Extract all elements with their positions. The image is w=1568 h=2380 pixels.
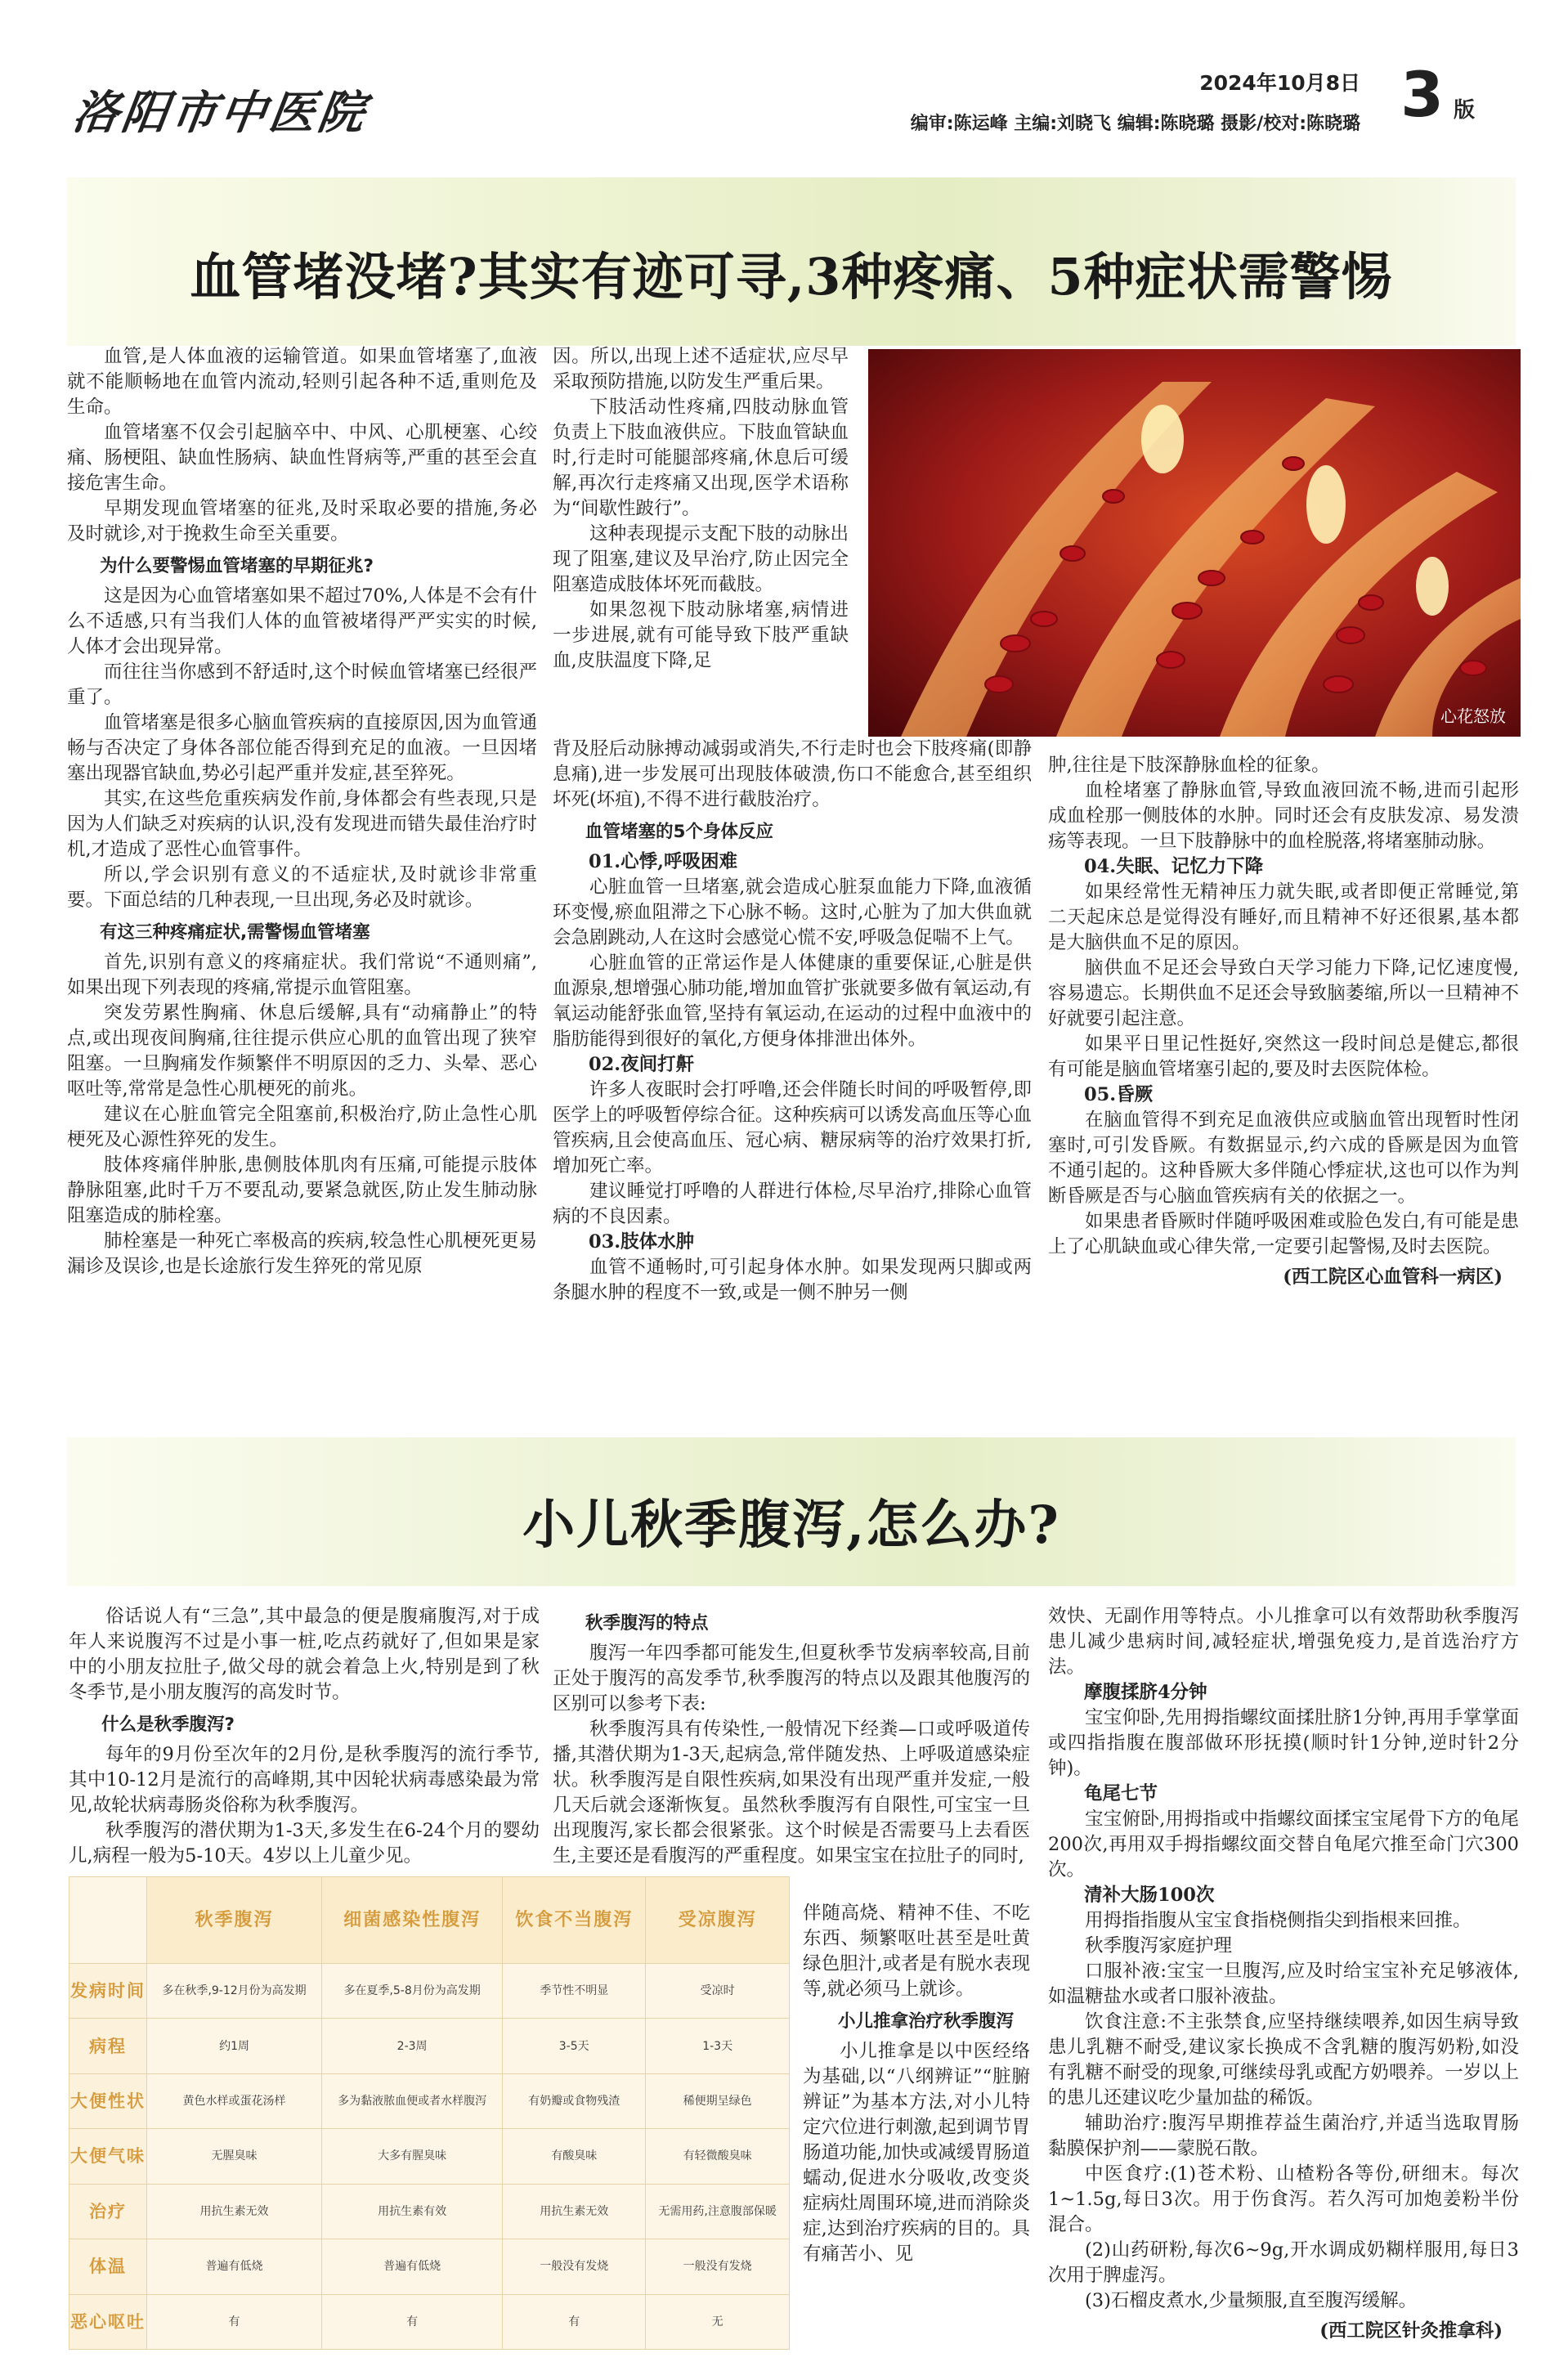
paragraph: 俗话说人有“三急”,其中最急的便是腹痛腹泻,对于成年人来说腹泻不过是小事一桩,吃点药就好了,但如果是家中的小朋友拉肚子,做父母的就会着急上火,特别是到了秋冬季节,是小朋友腹泻的高发时节。 bbox=[69, 1606, 540, 1703]
section-heading: 血管堵塞的5个身体反应 bbox=[585, 822, 773, 842]
table-cell: 约1周 bbox=[147, 2019, 322, 2073]
table-row bbox=[69, 2239, 790, 2294]
paragraph: 因。所以,出现上述不适症状,应尽早采取预防措施,以防发生严重后果。 bbox=[553, 346, 849, 392]
article1-title: 血管堵没堵?其实有迹可寻,3种疼痛、5种症状需警惕 bbox=[190, 247, 1393, 307]
paragraph: 心脏血管的正常运作是人体健康的重要保证,心脏是供血源泉,想增强心肺功能,增加血管扩张就要多做有氧运动,有氧运动能舒张血管,坚持有氧运动,在运动的过程中血液中的脂肪能得到很好的氧化,方便身体排泄出体外。 bbox=[553, 952, 1032, 1050]
table-row bbox=[69, 1964, 790, 2019]
table-row bbox=[69, 2294, 790, 2349]
table-row-label: 大便性状 bbox=[69, 2073, 147, 2128]
table-cell: 黄色水样或蛋花汤样 bbox=[147, 2073, 322, 2128]
table-header-row bbox=[69, 1877, 790, 1964]
article2-column-1 bbox=[69, 1604, 540, 1869]
table-row bbox=[69, 2019, 790, 2073]
table-cell: 一般没有发烧 bbox=[646, 2239, 790, 2294]
table-cell: 多在夏季,5-8月份为高发期 bbox=[322, 1964, 503, 2019]
table-cell: 用抗生素无效 bbox=[147, 2184, 322, 2239]
paragraph: 血管不通畅时,可引起身体水肿。如果发现两只脚或两条腿水肿的程度不一致,或是一侧不肿另一侧 bbox=[553, 1257, 1032, 1303]
table-row-label: 体温 bbox=[69, 2239, 147, 2294]
subheading: 龟尾七节 bbox=[1084, 1783, 1158, 1804]
paragraph: 下肢活动性疼痛,四肢动脉血管负责上下肢血液供应。下肢血管缺血时,行走时可能腿部疼痛,休息后可缓解,再次行走疼痛又出现,医学术语称为“间歇性跛行”。 bbox=[553, 397, 849, 519]
table-cell: 有 bbox=[147, 2294, 322, 2349]
table-cell: 有 bbox=[503, 2294, 646, 2349]
page-number: 3 bbox=[1400, 58, 1444, 131]
artery-illustration bbox=[868, 349, 1521, 737]
paragraph: 血管堵塞是很多心脑血管疾病的直接原因,因为血管通畅与否决定了身体各部位能否得到充足的血液。一旦因堵塞出现器官缺血,势必引起严重并发症,甚至猝死。 bbox=[67, 712, 537, 784]
subheading: 摩腹揉脐4分钟 bbox=[1084, 1682, 1207, 1703]
paragraph: 所以,学会识别有意义的不适症状,及时就诊非常重要。下面总结的几种表现,一旦出现,务必及时就诊。 bbox=[67, 864, 537, 911]
paragraph: 血栓堵塞了静脉血管,导致血液回流不畅,进而引起形成血栓那一侧肢体的水肿。同时还会有皮肤发凉、易发溃疡等表现。一旦下肢静脉中的血栓脱落,将堵塞肺动脉。 bbox=[1048, 780, 1519, 852]
table-cell: 多为黏液脓血便或者水样腹泻 bbox=[322, 2073, 503, 2128]
paragraph: 许多人夜眠时会打呼噜,还会伴随长时间的呼吸暂停,即医学上的呼吸暂停综合征。这种疾病可以诱发高血压等心血管疾病,且会使高血压、冠心病、糖尿病等的治疗效果打折,增加死亡率。 bbox=[553, 1079, 1032, 1177]
table-cell: 无腥臭味 bbox=[147, 2129, 322, 2184]
paragraph: 口服补液:宝宝一旦腹泻,应及时给宝宝补充足够液体,如温糖盐水或者口服补液盐。 bbox=[1048, 1961, 1519, 2007]
article2-title: 小儿秋季腹泻,怎么办? bbox=[522, 1495, 1060, 1556]
table-cell: 无 bbox=[646, 2294, 790, 2349]
article1-column-2 bbox=[553, 344, 849, 674]
paragraph: 首先,识别有意义的疼痛症状。我们常说“不通则痛”,如果出现下列表现的疼痛,常提示血管阻塞。 bbox=[67, 952, 537, 998]
paragraph: 宝宝俯卧,用拇指或中指螺纹面揉宝宝尾骨下方的龟尾200次,再用双手拇指螺纹面交替自龟尾穴推至命门穴300次。 bbox=[1048, 1809, 1519, 1880]
table-cell: 用抗生素有效 bbox=[322, 2184, 503, 2239]
paragraph: 每年的9月份至次年的2月份,是秋季腹泻的流行季节,其中10-12月是流行的高峰期,其中因轮状病毒感染最为常见,故轮状病毒肠炎俗称为秋季腹泻。 bbox=[69, 1744, 540, 1816]
paragraph: 如果患者昏厥时伴随呼吸困难或脸色发白,有可能是患上了心肌缺血或心律失常,一定要引起警惕,及时去医院。 bbox=[1048, 1211, 1519, 1257]
paragraph: 这是因为心血管堵塞如果不超过70%,人体是不会有什么不适感,只有当我们人体的血管被堵得严严实实的时候,人体才会出现异常。 bbox=[67, 585, 537, 657]
paragraph: 如果平日里记性挺好,突然这一段时间总是健忘,都很有可能是脑血管堵塞引起的,要及时去医院体检。 bbox=[1048, 1033, 1519, 1080]
subheading: 04.失眠、记忆力下降 bbox=[1084, 856, 1264, 877]
subheading: 02.夜间打鼾 bbox=[589, 1054, 695, 1075]
paragraph: 而往往当你感到不舒适时,这个时候血管堵塞已经很严重了。 bbox=[67, 661, 537, 708]
paragraph: 肿,往往是下肢深静脉血栓的征象。 bbox=[1048, 755, 1330, 776]
table-corner-cell bbox=[69, 1877, 147, 1964]
section-heading: 秋季腹泻的特点 bbox=[585, 1613, 709, 1634]
table-row-label: 发病时间 bbox=[69, 1964, 147, 2019]
paragraph: 建议睡觉打呼噜的人群进行体检,尽早治疗,排除心血管病的不良因素。 bbox=[553, 1181, 1032, 1227]
paragraph: 中医食疗:(1)苍术粉、山楂粉各等份,研细末。每次1~1.5g,每日3次。用于伤食泻。若久泻可加炮姜粉半份混合。 bbox=[1048, 2163, 1519, 2235]
paragraph: 肢体疼痛伴肿胀,患侧肢体肌肉有压痛,可能提示肢体静脉阻塞,此时千万不要乱动,要紧急就医,防止发生肺动脉阻塞造成的肺栓塞。 bbox=[67, 1154, 537, 1226]
table-cell: 普遍有低烧 bbox=[322, 2239, 503, 2294]
subheading: 清补大肠100次 bbox=[1084, 1885, 1215, 1906]
paragraph: 秋季腹泻具有传染性,一般情况下经粪—口或呼吸道传播,其潜伏期为1-3天,起病急,常伴随发热、上呼吸道感染症状。秋季腹泻是自限性疾病,如果没有出现严重并发症,一般几天后就会逐渐恢复。虽然秋季腹泻有自限性,可宝宝一旦出现腹泻,家长都会很紧张。这个时候是否需要马上去看医生,主要还是看腹泻的严重程度。如果宝宝在拉肚子的同时, bbox=[553, 1719, 1030, 1867]
table-cell: 有酸臭味 bbox=[503, 2129, 646, 2184]
table-cell: 有 bbox=[322, 2294, 503, 2349]
paragraph: 在脑血管得不到充足血液供应或脑血管出现暂时性闭塞时,可引发昏厥。有数据显示,约六成的昏厥是因为血管不通引起的。这种昏厥大多伴随心悸症状,这也可以作为判断昏厥是否与心脑血管疾病有关的依据之一。 bbox=[1048, 1109, 1519, 1207]
section-heading: 小儿推拿治疗秋季腹泻 bbox=[838, 2011, 1015, 2032]
article1-column-3 bbox=[1048, 753, 1519, 1290]
article2-headline-band bbox=[67, 1437, 1516, 1586]
paragraph: (2)山药研粉,每次6~9g,开水调成奶糊样服用,每日3次用于脾虚泻。 bbox=[1048, 2239, 1519, 2286]
paragraph: 血管堵塞不仅会引起脑卒中、中风、心肌梗塞、心绞痛、肠梗阻、缺血性肠病、缺血性肾病等,严重的甚至会直接危害生命。 bbox=[67, 422, 537, 494]
paragraph: (3)石榴皮煮水,少量频服,直至腹泻缓解。 bbox=[1085, 2290, 1418, 2311]
table-cell: 有奶瓣或食物残渣 bbox=[503, 2073, 646, 2128]
table-row bbox=[69, 2184, 790, 2239]
diarrhea-comparison-table bbox=[69, 1876, 790, 2350]
paragraph: 宝宝仰卧,先用拇指螺纹面揉肚脐1分钟,再用手掌掌面或四指指腹在腹部做环形抚摸(顺时针1分钟,逆时针2分钟)。 bbox=[1048, 1707, 1519, 1779]
article2-column-2 bbox=[553, 1604, 1030, 1869]
paragraph: 其实,在这些危重疾病发作前,身体都会有些表现,只是因为人们缺乏对疾病的认识,没有发现进而错失最佳治疗时机,才造成了恶性心血管事件。 bbox=[67, 788, 537, 860]
subheading: 01.心悸,呼吸困难 bbox=[589, 851, 737, 872]
table-cell: 一般没有发烧 bbox=[503, 2239, 646, 2294]
table-cell: 普遍有低烧 bbox=[147, 2239, 322, 2294]
article1-column-2-lower bbox=[553, 737, 1032, 1306]
paragraph: 建议在心脏血管完全阻塞前,积极治疗,防止急性心肌梗死及心源性猝死的发生。 bbox=[67, 1104, 537, 1150]
table-header-cell: 饮食不当腹泻 bbox=[503, 1877, 646, 1964]
paragraph: 肺栓塞是一种死亡率极高的疾病,较急性心肌梗死更易漏诊及误诊,也是长途旅行发生猝死的常见原 bbox=[67, 1230, 537, 1277]
newspaper-logo: 洛阳市中医院 bbox=[69, 86, 372, 140]
table-row-label: 大便气味 bbox=[69, 2129, 147, 2184]
paragraph: 辅助治疗:腹泻早期推荐益生菌治疗,并适当选取胃肠黏膜保护剂——蒙脱石散。 bbox=[1048, 2113, 1519, 2159]
table-header-cell: 细菌感染性腹泻 bbox=[322, 1877, 503, 1964]
table-cell: 季节性不明显 bbox=[503, 1964, 646, 2019]
table-row-label: 恶心呕吐 bbox=[69, 2294, 147, 2349]
issue-date: 2024年10月8日 bbox=[1199, 71, 1360, 95]
section-heading: 有这三种疼痛症状,需警惕血管堵塞 bbox=[100, 922, 370, 943]
paragraph: 伴随高烧、精神不佳、不吃东西、频繁呕吐甚至是吐黄绿色胆汁,或者是有脱水表现等,就必须马上就诊。 bbox=[803, 1903, 1030, 2000]
editorial-staff: 编审:陈运峰 主编:刘晓飞 编辑:陈晓璐 摄影/校对:陈晓璐 bbox=[910, 114, 1360, 134]
paragraph: 这种表现提示支配下肢的动脉出现了阻塞,建议及早治疗,防止因完全阻塞造成肢体坏死而截肢。 bbox=[553, 523, 849, 595]
section-heading: 为什么要警惕血管堵塞的早期征兆? bbox=[100, 556, 374, 576]
subheading: 03.肢体水肿 bbox=[589, 1231, 695, 1253]
table-cell: 有轻微酸臭味 bbox=[646, 2129, 790, 2184]
table-cell: 受凉时 bbox=[646, 1964, 790, 2019]
paragraph: 脑供血不足还会导致白天学习能力下降,记忆速度慢,容易遗忘。长期供血不足还会导致脑萎缩,所以一旦精神不好就要引起注意。 bbox=[1048, 957, 1519, 1029]
masthead bbox=[69, 58, 1508, 149]
paragraph: 如果经常性无精神压力就失眠,或者即便正常睡觉,第二天起床总是觉得没有睡好,而且精神不好还很累,基本都是大脑供血不足的原因。 bbox=[1048, 881, 1519, 953]
paragraph: 腹泻一年四季都可能发生,但夏秋季节发病率较高,目前正处于腹泻的高发季节,秋季腹泻的特点以及跟其他腹泻的区别可以参考下表: bbox=[553, 1643, 1030, 1714]
table-row bbox=[69, 2129, 790, 2184]
paragraph: 饮食注意:不主张禁食,应坚持继续喂养,如因生病导致患儿乳糖不耐受,建议家长换成不含乳糖的腹泻奶粉,如没有乳糖不耐受的现象,可继续母乳或配方奶喂养。一岁以上的患儿还建议吃少量加盐的稀饭。 bbox=[1048, 2011, 1519, 2109]
paragraph: 用拇指指腹从宝宝食指桡侧指尖到指根来回推。 bbox=[1085, 1910, 1472, 1931]
page-unit: 版 bbox=[1453, 98, 1475, 123]
blood-vessel-photo bbox=[868, 349, 1521, 737]
paragraph: 血管,是人体血液的运输管道。如果血管堵塞了,血液就不能顺畅地在血管内流动,轻则引起各种不适,重则危及生命。 bbox=[67, 346, 537, 418]
table-cell: 1-3天 bbox=[646, 2019, 790, 2073]
section-heading: 什么是秋季腹泻? bbox=[101, 1714, 235, 1735]
article2-column-3 bbox=[1048, 1604, 1519, 2344]
paragraph: 秋季腹泻家庭护理 bbox=[1085, 1935, 1233, 1956]
photo-watermark: 心花怒放 bbox=[1440, 706, 1506, 726]
table-cell: 2-3周 bbox=[322, 2019, 503, 2073]
article1-headline-band bbox=[67, 177, 1516, 346]
table-cell: 无需用药,注意腹部保暖 bbox=[646, 2184, 790, 2239]
table-cell: 3-5天 bbox=[503, 2019, 646, 2073]
article1-column-1 bbox=[67, 344, 537, 1280]
table-row-label: 病程 bbox=[69, 2019, 147, 2073]
table-header-cell: 受凉腹泻 bbox=[646, 1877, 790, 1964]
article2-column-2-lower bbox=[803, 1901, 1030, 2267]
table-cell: 大多有腥臭味 bbox=[322, 2129, 503, 2184]
paragraph: 效快、无副作用等特点。小儿推拿可以有效帮助秋季腹泻患儿减少患病时间,减轻症状,增强免疫力,是首选治疗方法。 bbox=[1048, 1606, 1519, 1678]
article-byline: (西工院区针灸推拿科) bbox=[1319, 2320, 1503, 2342]
paragraph: 秋季腹泻的潜伏期为1-3天,多发生在6-24个月的婴幼儿,病程一般为5-10天。4岁以上儿童少见。 bbox=[69, 1820, 540, 1867]
paragraph: 心脏血管一旦堵塞,就会造成心脏泵血能力下降,血液循环变慢,瘀血阻滞之下心脉不畅。这时,心脏为了加大供血就会急剧跳动,人在这时会感觉心慌不安,呼吸急促喘不上气。 bbox=[553, 876, 1032, 948]
subheading: 05.昏厥 bbox=[1084, 1084, 1154, 1105]
table-header-cell: 秋季腹泻 bbox=[147, 1877, 322, 1964]
article-byline: (西工院区心血管科一病区) bbox=[1283, 1266, 1503, 1288]
table-row-label: 治疗 bbox=[69, 2184, 147, 2239]
paragraph: 小儿推拿是以中医经络为基础,以“八纲辨证”“脏腑辨证”为基本方法,对小儿特定穴位进行刺激,起到调节胃肠道功能,加快或减缓胃肠道蠕动,促进水分吸收,改变炎症病灶周围环境,进而消除炎症,达到治疗疾病的目的。具有痛苦小、见 bbox=[803, 2041, 1030, 2265]
table-cell: 用抗生素无效 bbox=[503, 2184, 646, 2239]
table-cell: 多在秋季,9-12月份为高发期 bbox=[147, 1964, 322, 2019]
table-cell: 稀便期呈绿色 bbox=[646, 2073, 790, 2128]
paragraph: 如果忽视下肢动脉堵塞,病情进一步进展,就有可能导致下肢严重缺血,皮肤温度下降,足 bbox=[553, 599, 849, 671]
table-row bbox=[69, 2073, 790, 2128]
paragraph: 背及胫后动脉搏动减弱或消失,不行走时也会下肢疼痛(即静息痛),进一步发展可出现肢体破溃,伤口不能愈合,甚至组织坏死(坏疽),不得不进行截肢治疗。 bbox=[553, 738, 1032, 810]
paragraph: 突发劳累性胸痛、休息后缓解,具有“动痛静止”的特点,或出现夜间胸痛,往往提示供应心肌的血管出现了狭窄阻塞。一旦胸痛发作频繁伴不明原因的乏力、头晕、恶心呕吐等,常常是急性心肌梗死的前兆。 bbox=[67, 1002, 537, 1100]
paragraph: 早期发现血管堵塞的征兆,及时采取必要的措施,务必及时就诊,对于挽救生命至关重要。 bbox=[67, 498, 537, 545]
